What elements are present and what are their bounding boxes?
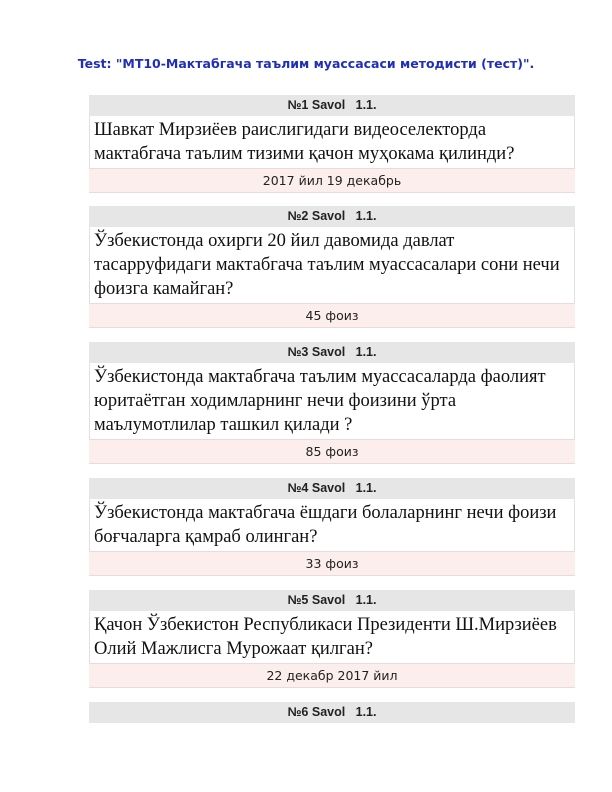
question-text: Қачон Ўзбекистон Республикаси Президенти Ш.Мирзиёев Олий Мажлисга Мурожаат қилган? [89, 611, 575, 663]
question-header: №5 Savol 1.1. [89, 590, 575, 611]
question-text: Ўзбекистонда мактабгача ёшдаги болаларнинг нечи фоизи боғчаларга қамраб олинган? [89, 499, 575, 551]
question-1 [89, 95, 575, 193]
question-6 [89, 702, 575, 723]
question-answer: 85 фоиз [89, 439, 575, 464]
question-text: Шавкат Мирзиёев раислигидаги видеоселекторда мактабгача таълим тизими қачон муҳокама қилинди? [89, 116, 575, 168]
page-title: Test: "МТ10-Мактабгача таълим муассасаси методисти (тест)". [77, 56, 535, 71]
question-4 [89, 478, 575, 576]
question-3 [89, 342, 575, 464]
question-answer: 45 фоиз [89, 303, 575, 328]
question-answer: 22 декабр 2017 йил [89, 663, 575, 688]
question-header: №4 Savol 1.1. [89, 478, 575, 499]
question-answer: 2017 йил 19 декабрь [89, 168, 575, 193]
question-2 [89, 206, 575, 328]
question-header: №1 Savol 1.1. [89, 95, 575, 116]
question-header: №6 Savol 1.1. [89, 702, 575, 723]
question-5 [89, 590, 575, 688]
question-text: Ўзбекистонда охирги 20 йил давомида давлат тасарруфидаги мактабгача таълим муассасалари сони нечи фоизга камайган? [89, 227, 575, 303]
question-text: Ўзбекистонда мактабгача таълим муассасаларда фаолият юритаётган ходимларнинг нечи фоизини ўрта маълумотлилар ташкил қилади ? [89, 363, 575, 439]
question-header: №3 Savol 1.1. [89, 342, 575, 363]
question-header: №2 Savol 1.1. [89, 206, 575, 227]
question-answer: 33 фоиз [89, 551, 575, 576]
